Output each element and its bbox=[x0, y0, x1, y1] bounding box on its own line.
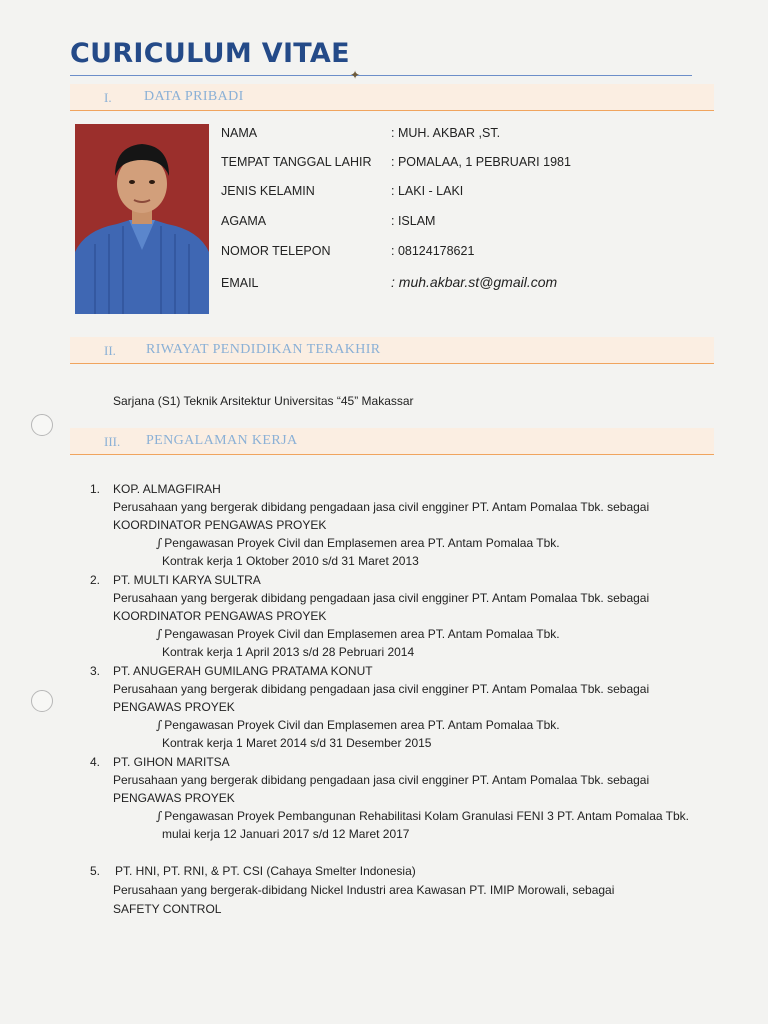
company-name: PT. MULTI KARYA SULTRA bbox=[113, 573, 261, 587]
integral-bullet-icon: ∫ bbox=[156, 809, 163, 823]
section-number: II. bbox=[104, 343, 116, 358]
company-description: Perusahaan yang bergerak-dibidang Nickel Industri area Kawasan PT. IMIP Morowali, sebagai bbox=[113, 883, 615, 897]
item-number: 2. bbox=[90, 573, 101, 587]
contract-period: Kontrak kerja 1 April 2013 s/d 28 Pebruari 2014 bbox=[162, 645, 415, 659]
info-value-email: : muh.akbar.st@gmail.com bbox=[391, 274, 558, 290]
info-label: NOMOR TELEPON bbox=[221, 244, 331, 258]
info-value: : POMALAA, 1 PEBRUARI 1981 bbox=[391, 155, 571, 169]
contract-period: Kontrak kerja 1 Oktober 2010 s/d 31 Maret 2013 bbox=[162, 554, 419, 568]
item-number: 4. bbox=[90, 755, 101, 769]
item-number: 3. bbox=[90, 664, 101, 678]
info-value: : ISLAM bbox=[391, 214, 436, 228]
info-value: : 08124178621 bbox=[391, 244, 475, 258]
section-header-education bbox=[70, 337, 714, 364]
company-name: PT. ANUGERAH GUMILANG PRATAMA KONUT bbox=[113, 664, 373, 678]
profile-photo bbox=[75, 124, 209, 314]
divider-ornament-icon: ✦ bbox=[350, 68, 361, 82]
job-position: PENGAWAS PROYEK bbox=[113, 791, 235, 805]
integral-bullet-icon: ∫ bbox=[156, 718, 163, 732]
company-description: Perusahaan yang bergerak dibidang pengadaan jasa civil engginer PT. Antam Pomalaa Tbk. sebagai bbox=[113, 591, 650, 605]
info-label: JENIS KELAMIN bbox=[221, 184, 315, 198]
contract-period: mulai kerja 12 Januari 2017 s/d 12 Maret 2017 bbox=[162, 827, 410, 841]
job-position: PENGAWAS PROYEK bbox=[113, 700, 235, 714]
page-title: CURICULUM VITAE bbox=[70, 38, 350, 69]
project-text: Pengawasan Proyek Pembangunan Rehabilitasi Kolam Granulasi FENI 3 PT. Antam Pomalaa Tbk. bbox=[164, 809, 689, 823]
job-position: KOORDINATOR PENGAWAS PROYEK bbox=[113, 609, 327, 623]
section-title: RIWAYAT PENDIDIKAN TERAKHIR bbox=[146, 342, 381, 357]
section-header-experience bbox=[70, 428, 714, 455]
project-text: Pengawasan Proyek Civil dan Emplasemen area PT. Antam Pomalaa Tbk. bbox=[164, 536, 560, 550]
info-label: AGAMA bbox=[221, 214, 267, 228]
punch-hole bbox=[31, 414, 53, 436]
company-description: Perusahaan yang bergerak dibidang pengadaan jasa civil engginer PT. Antam Pomalaa Tbk. sebagai bbox=[113, 682, 650, 696]
section-header-personal bbox=[70, 84, 714, 111]
section-number: III. bbox=[104, 434, 121, 449]
company-name: PT. GIHON MARITSA bbox=[113, 755, 230, 769]
company-name: KOP. ALMAGFIRAH bbox=[113, 482, 221, 496]
item-number: 5. bbox=[90, 864, 101, 878]
section-title: PENGALAMAN KERJA bbox=[146, 433, 298, 448]
section-number: I. bbox=[104, 90, 112, 105]
info-label: NAMA bbox=[221, 126, 258, 140]
company-description: Perusahaan yang bergerak dibidang pengadaan jasa civil engginer PT. Antam Pomalaa Tbk. sebagai bbox=[113, 773, 650, 787]
info-label: TEMPAT TANGGAL LAHIR bbox=[221, 155, 372, 169]
project-line bbox=[156, 807, 689, 825]
project-line bbox=[156, 534, 560, 552]
integral-bullet-icon: ∫ bbox=[156, 536, 163, 550]
job-position: KOORDINATOR PENGAWAS PROYEK bbox=[113, 518, 327, 532]
info-label: EMAIL bbox=[221, 276, 259, 290]
project-line bbox=[156, 625, 560, 643]
company-description: Perusahaan yang bergerak dibidang pengadaan jasa civil engginer PT. Antam Pomalaa Tbk. sebagai bbox=[113, 500, 650, 514]
section-title: DATA PRIBADI bbox=[144, 89, 244, 104]
education-text: Sarjana (S1) Teknik Arsitektur Universitas “45” Makassar bbox=[113, 394, 414, 408]
punch-hole bbox=[31, 690, 53, 712]
info-value: : LAKI - LAKI bbox=[391, 184, 464, 198]
integral-bullet-icon: ∫ bbox=[156, 627, 163, 641]
project-text: Pengawasan Proyek Civil dan Emplasemen area PT. Antam Pomalaa Tbk. bbox=[164, 718, 560, 732]
item-number: 1. bbox=[90, 482, 101, 496]
contract-period: Kontrak kerja 1 Maret 2014 s/d 31 Desember 2015 bbox=[162, 736, 432, 750]
project-line bbox=[156, 716, 560, 734]
project-text: Pengawasan Proyek Civil dan Emplasemen area PT. Antam Pomalaa Tbk. bbox=[164, 627, 560, 641]
info-value: : MUH. AKBAR ,ST. bbox=[391, 126, 501, 140]
job-position: SAFETY CONTROL bbox=[113, 902, 222, 916]
portrait-image bbox=[75, 124, 209, 314]
title-divider bbox=[70, 75, 692, 76]
company-name: PT. HNI, PT. RNI, & PT. CSI (Cahaya Smelter Indonesia) bbox=[115, 864, 416, 878]
